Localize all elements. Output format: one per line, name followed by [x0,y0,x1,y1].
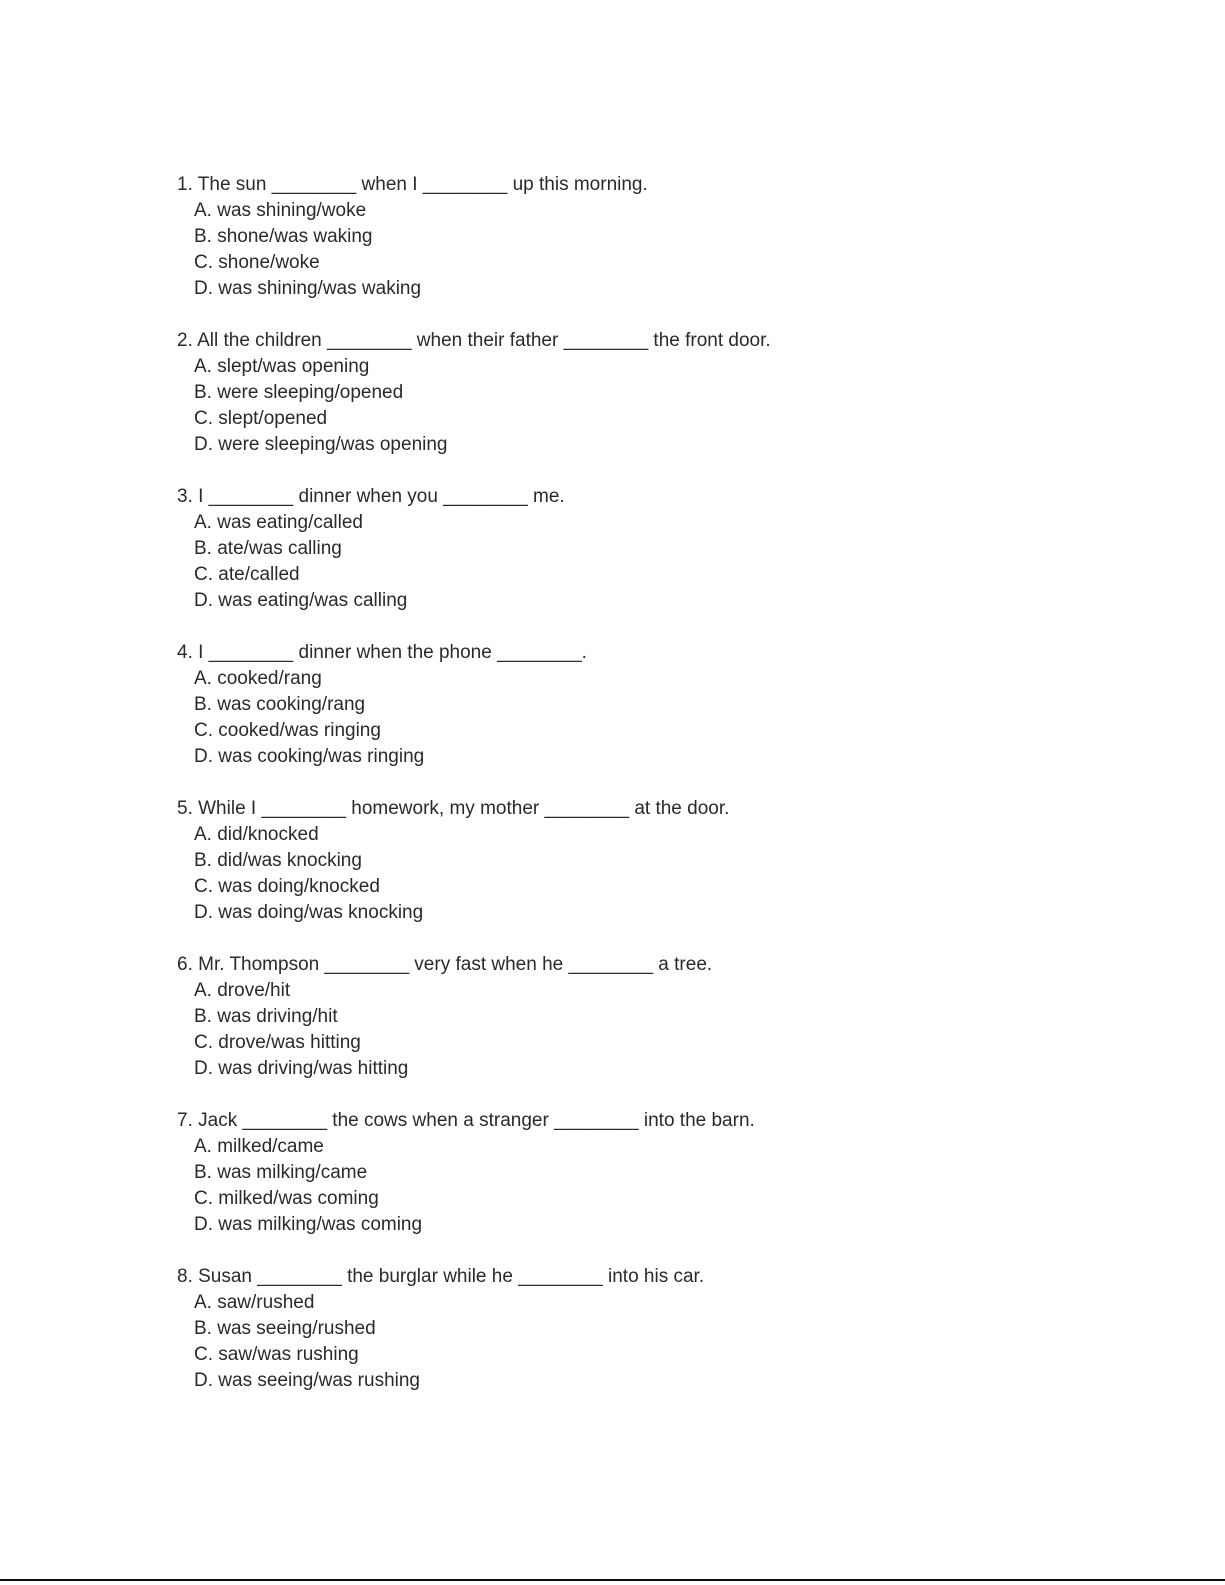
option-d: D. was shining/was waking [194,278,422,299]
option-b: B. was driving/hit [194,1006,338,1027]
question-stem: 3. I ________ dinner when you ________ me. [177,486,565,507]
option-c: C. cooked/was ringing [194,720,381,741]
option-d: D. was eating/was calling [194,590,408,611]
option-d: D. was seeing/was rushing [194,1370,420,1391]
option-c: C. shone/woke [194,252,320,273]
option-b: B. ate/was calling [194,538,342,559]
option-c: C. was doing/knocked [194,876,380,897]
question-stem: 5. While I ________ homework, my mother ________ at the door. [177,798,730,819]
question-stem: 2. All the children ________ when their father ________ the front door. [177,330,771,351]
option-d: D. was driving/was hitting [194,1058,409,1079]
option-a: A. slept/was opening [194,356,370,377]
option-c: C. milked/was coming [194,1188,379,1209]
option-a: A. did/knocked [194,824,319,845]
option-c: C. ate/called [194,564,300,585]
option-b: B. was milking/came [194,1162,368,1183]
question-6 [177,952,1077,1108]
question-stem: 6. Mr. Thompson ________ very fast when he ________ a tree. [177,954,713,975]
option-a: A. milked/came [194,1136,324,1157]
question-2 [177,328,1077,484]
option-a: A. was eating/called [194,512,363,533]
question-stem: 7. Jack ________ the cows when a stranger ________ into the barn. [177,1110,755,1131]
option-b: B. shone/was waking [194,226,373,247]
question-4 [177,640,1077,796]
option-d: D. was doing/was knocking [194,902,424,923]
option-d: D. was cooking/was ringing [194,746,425,767]
question-stem: 8. Susan ________ the burglar while he ________ into his car. [177,1266,705,1287]
option-b: B. was seeing/rushed [194,1318,376,1339]
option-b: B. did/was knocking [194,850,362,871]
question-3 [177,484,1077,640]
option-a: A. was shining/woke [194,200,367,221]
question-5 [177,796,1077,952]
option-b: B. were sleeping/opened [194,382,404,403]
option-d: D. were sleeping/was opening [194,434,448,455]
option-d: D. was milking/was coming [194,1214,423,1235]
question-stem: 1. The sun ________ when I ________ up this morning. [177,174,648,195]
option-a: A. cooked/rang [194,668,322,689]
option-c: C. saw/was rushing [194,1344,359,1365]
option-a: A. saw/rushed [194,1292,315,1313]
page-bottom-border [0,1579,1225,1581]
worksheet [177,172,1077,1420]
question-1 [177,172,1077,328]
option-c: C. slept/opened [194,408,328,429]
option-c: C. drove/was hitting [194,1032,361,1053]
option-b: B. was cooking/rang [194,694,366,715]
option-a: A. drove/hit [194,980,291,1001]
question-stem: 4. I ________ dinner when the phone ________. [177,642,587,663]
question-7 [177,1108,1077,1264]
question-8 [177,1264,1077,1420]
